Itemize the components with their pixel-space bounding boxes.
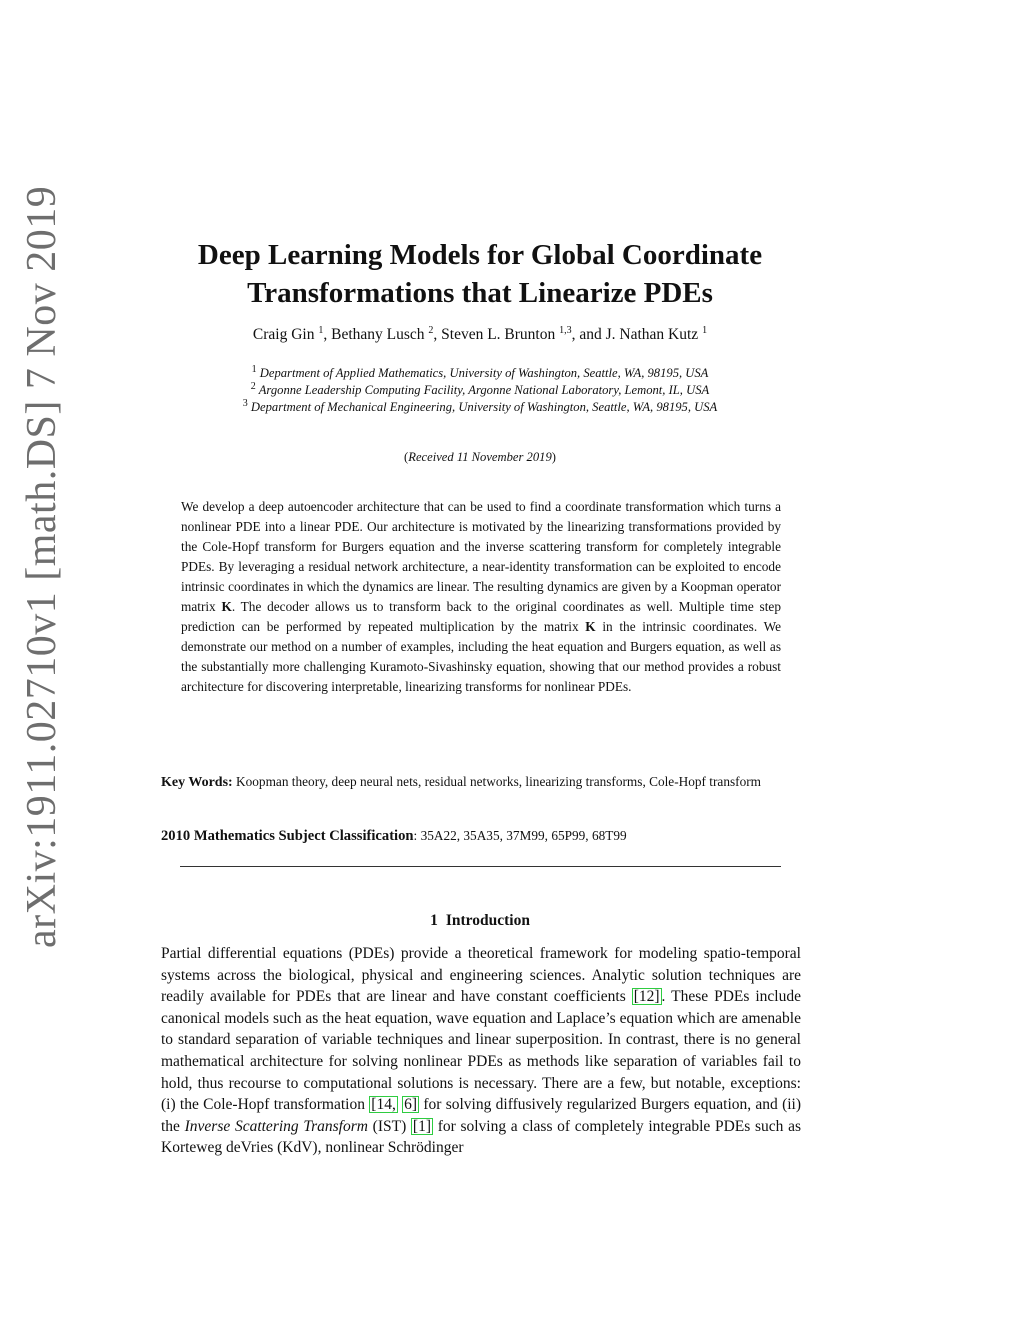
- title-line-2: Transformations that Linearize PDEs: [247, 277, 713, 309]
- author-affiliation-mark: 1,3: [559, 324, 572, 336]
- author-separator: ,: [433, 326, 442, 343]
- intro-text: Partial differential equations (PDEs) provide a theoretical framework for modeling spatio-temporal systems across the biological, physical and engineering sciences. Analytic solution techniques are readily available for PDEs that are linear and have constant coefficients: [161, 945, 801, 1006]
- affiliation-number: 3: [242, 397, 248, 409]
- intro-text: . These PDEs include canonical models such as the heat equation, wave equation and Laplace’s equation which are amenable to standard separation of variable techniques and linear superposition. In contrast, there is no general mathematical architecture for solving nonlinear PDEs as methods like separation of variables fail to hold, thus recourse to computational solutions is necessary. There are a few, but notable, exceptions: (i) the Cole-Hopf transformation: [161, 988, 801, 1114]
- paper-title: [150, 236, 810, 312]
- arxiv-identifier-sidebar: arXiv:1911.02710v1 [math.DS] 7 Nov 2019: [19, 185, 65, 948]
- section-title: Introduction: [445, 912, 530, 929]
- intro-text: (IST): [367, 1117, 411, 1135]
- received-date: [160, 450, 800, 465]
- section-number: 1: [430, 912, 438, 929]
- affiliation-number: 2: [250, 380, 256, 392]
- keywords-label: Key Words:: [161, 775, 233, 790]
- author-list: [160, 326, 800, 344]
- affiliation-text: Department of Applied Mathematics, University of Washington, Seattle, WA, 98195, USA: [259, 366, 709, 380]
- abstract-text: We develop a deep autoencoder architecture that can be used to find a coordinate transformation which turns a nonlinear PDE into a linear PDE. Our architecture is motivated by the linearizing transformations provided by the Cole-Hopf transform for Burgers equation and the inverse scattering transform for completely integrable PDEs. By leveraging a residual network architecture, a near-identity transformation can be exploited to encode intrinsic coordinates in which the dynamics are linear. The resulting dynamics are given by a Koopman operator matrix: [181, 499, 781, 614]
- citation-link[interactable]: 6]: [404, 1096, 418, 1114]
- title-line-1: Deep Learning Models for Global Coordinate: [197, 239, 763, 271]
- affiliation-text: Argonne Leadership Computing Facility, Argonne National Laboratory, Lemont, IL, USA: [258, 383, 710, 397]
- msc-codes: 35A22, 35A35, 37M99, 65P99, 68T99: [420, 828, 627, 843]
- msc-label: 2010 Mathematics Subject Classification: [161, 828, 414, 844]
- intro-text: for solving diffusively regularized Burgers equation, and (ii) the: [161, 1096, 802, 1135]
- keywords: [161, 772, 801, 793]
- affiliation-list: [160, 365, 800, 416]
- citation-link[interactable]: [14,: [371, 1096, 396, 1114]
- section-heading: [160, 912, 800, 930]
- koopman-matrix-symbol: K: [221, 599, 232, 614]
- abstract: [181, 497, 781, 697]
- author-affiliation-mark: 1: [318, 324, 324, 336]
- received-close-paren: ): [551, 450, 556, 464]
- keywords-text: Koopman theory, deep neural nets, residual networks, linearizing transforms, Cole-Hopf transform: [236, 774, 761, 789]
- citation-link[interactable]: [12]: [633, 988, 660, 1006]
- intro-text: for solving a class of completely integrable PDEs such as Korteweg deVries (KdV), nonlinear Schrödinger: [161, 1117, 802, 1157]
- ist-term: Inverse Scattering Transform: [184, 1117, 368, 1135]
- abstract-text: . The decoder allows us to transform back to the original coordinates as well. Multiple time step prediction can be performed by repeated multiplication by the matrix: [181, 599, 781, 634]
- affiliation-number: 1: [251, 363, 257, 375]
- received-text: Received 11 November 2019: [408, 450, 552, 464]
- author-separator: , and: [571, 326, 606, 343]
- author-name: Craig Gin: [252, 326, 315, 343]
- msc-classification: [161, 826, 801, 846]
- received-open-paren: (: [404, 450, 409, 464]
- citation-group: [369, 1096, 419, 1113]
- msc-separator: :: [413, 828, 421, 843]
- introduction-paragraph: [161, 943, 801, 1159]
- author-separator: ,: [323, 326, 332, 343]
- author-affiliation-mark: 1: [702, 324, 708, 336]
- abstract-text: in the intrinsic coordinates. We demonstrate our method on a number of examples, including the heat equation and Burgers equation, as well as the substantially more challenging Kuramoto-Sivashinsky equation, showing that our method provides a robust architecture for discovering interpretable, linearizing transforms for nonlinear PDEs.: [181, 619, 781, 694]
- author-name: Bethany Lusch: [331, 326, 425, 343]
- horizontal-rule: [180, 866, 781, 867]
- affiliation-text: Department of Mechanical Engineering, University of Washington, Seattle, WA, 98195, USA: [250, 400, 718, 414]
- author-name: J. Nathan Kutz: [605, 326, 699, 343]
- author-name: Steven L. Brunton: [441, 326, 556, 343]
- affiliation-item: [160, 399, 800, 416]
- affiliation-item: [160, 365, 800, 382]
- citation-link[interactable]: [1]: [412, 1117, 431, 1135]
- author-affiliation-mark: 2: [428, 324, 434, 336]
- affiliation-item: [160, 382, 800, 399]
- koopman-matrix-symbol: K: [585, 619, 596, 634]
